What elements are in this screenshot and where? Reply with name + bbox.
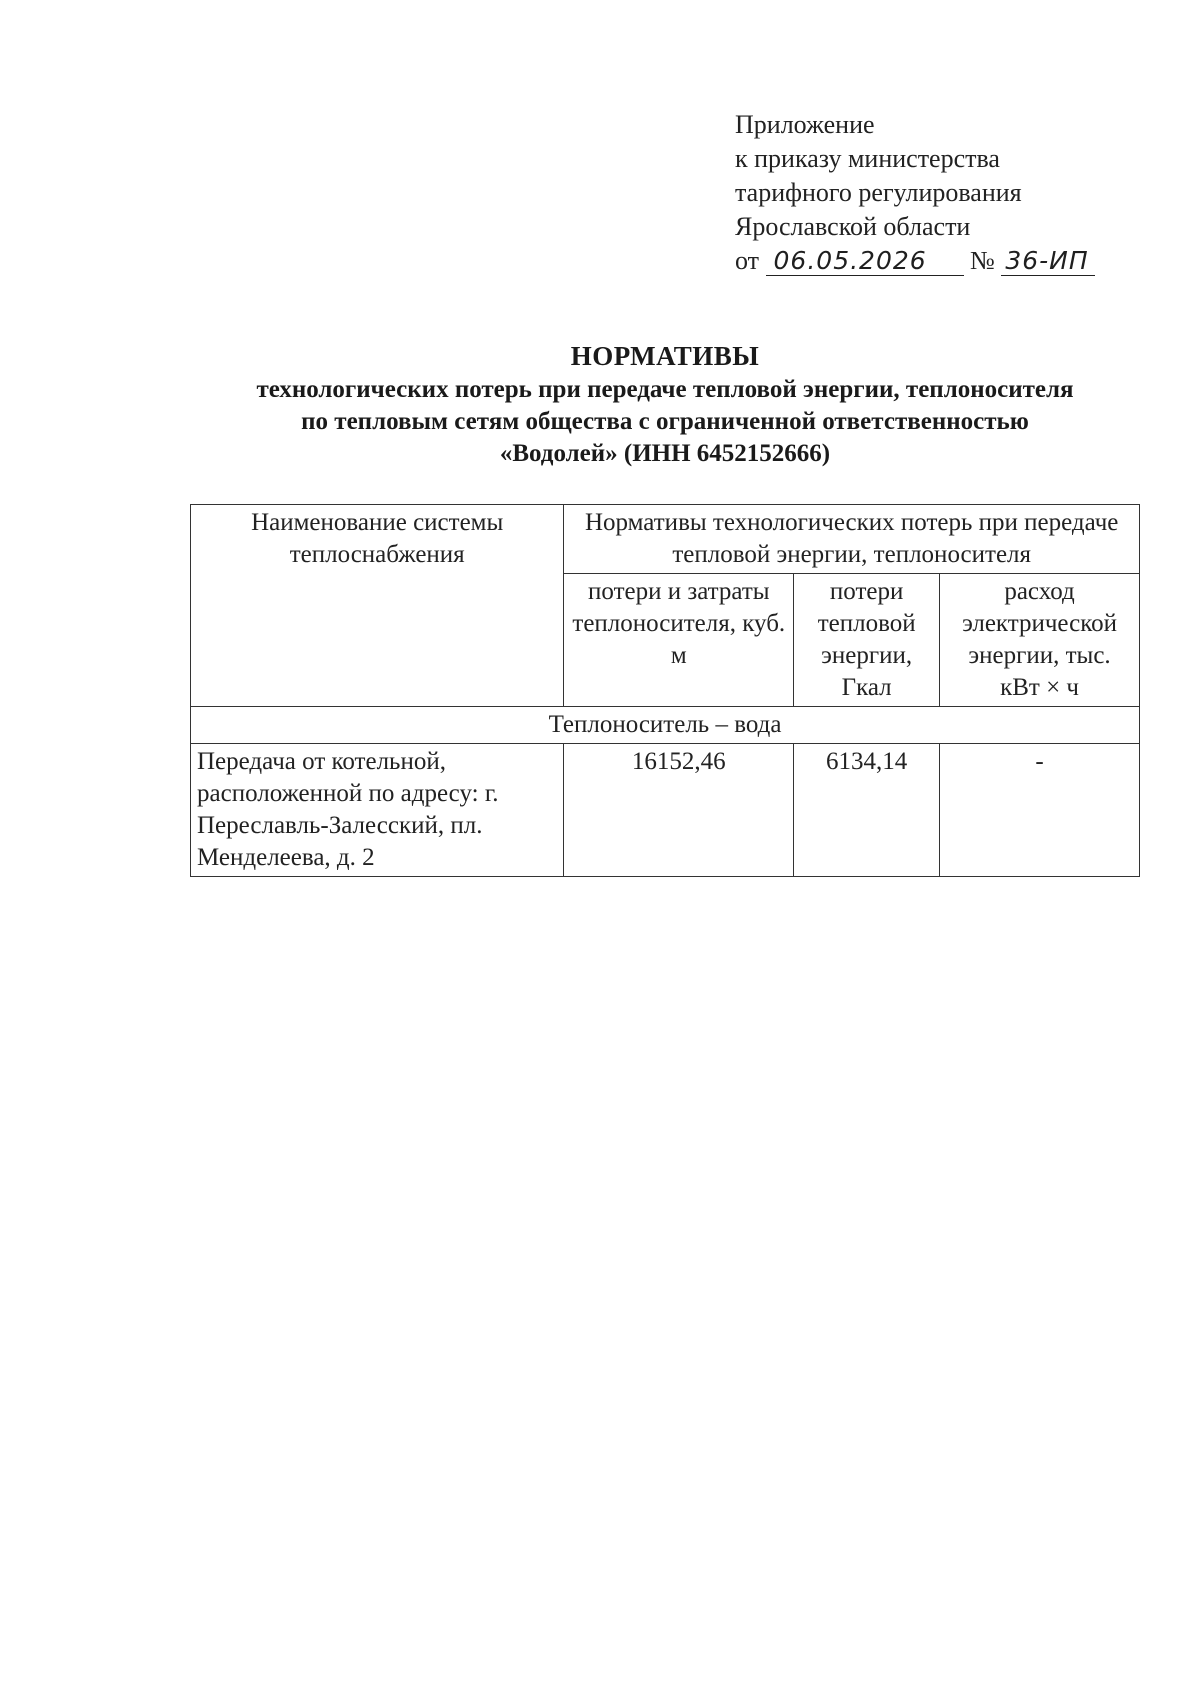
- appendix-block: [735, 108, 1135, 278]
- order-date-line: [735, 244, 1135, 278]
- header-coolant: потери и затраты теплоносителя, куб. м: [564, 574, 794, 707]
- appendix-line-1: Приложение: [735, 110, 875, 139]
- number-sign: №: [970, 246, 995, 275]
- heading-main: НОРМАТИВЫ: [570, 341, 760, 371]
- appendix-line-2: к приказу министерства: [735, 144, 1000, 173]
- document-heading: [100, 338, 1200, 470]
- norms-table: [190, 504, 1140, 877]
- appendix-line-4: Ярославской области: [735, 212, 971, 241]
- from-prefix: от: [735, 246, 760, 275]
- heading-line-3: «Водолей» (ИНН 6452152666): [499, 440, 831, 467]
- heading-line-2: по тепловым сетям общества с ограниченной ответственностью: [301, 408, 1029, 435]
- order-number: 36-ИП: [1001, 247, 1095, 276]
- table-section-row: [191, 707, 1140, 744]
- table-header-row-1: [191, 505, 1140, 574]
- section-coolant-water: Теплоноситель – вода: [191, 707, 1140, 744]
- cell-heat: 6134,14: [794, 744, 940, 877]
- table-row: [191, 744, 1140, 877]
- appendix-line-3: тарифного регулирования: [735, 178, 1022, 207]
- header-group: Нормативы технологических потерь при передаче тепловой энергии, теплоносителя: [564, 505, 1140, 574]
- header-system: Наименование системы теплоснабжения: [191, 505, 564, 707]
- cell-power: -: [940, 744, 1140, 877]
- cell-system: Передача от котельной, расположенной по адресу: г. Переславль-Залесский, пл. Менделеева, д. 2: [191, 744, 564, 877]
- header-heat: потери тепловой энергии, Гкал: [794, 574, 940, 707]
- heading-line-1: технологических потерь при передаче тепловой энергии, теплоносителя: [256, 376, 1074, 403]
- cell-coolant: 16152,46: [564, 744, 794, 877]
- order-date: 06.05.2026: [766, 247, 964, 276]
- header-power: расход электрической энергии, тыс. кВт × ч: [940, 574, 1140, 707]
